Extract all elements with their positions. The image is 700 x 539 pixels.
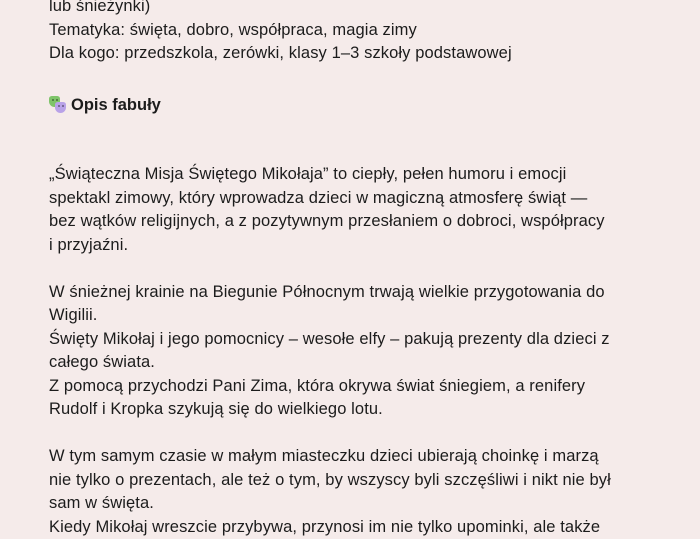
paragraph-line: Święty Mikołaj i jego pomocnicy – wesołe elfy – pakują prezenty dla dzieci z [49, 328, 669, 352]
paragraph-line: Z pomocą przychodzi Pani Zima, która okrywa świat śniegiem, a renifery [49, 375, 669, 399]
paragraph-line: bez wątków religijnych, a z pozytywnym przesłaniem o dobroci, współpracy [49, 210, 669, 234]
section-heading-plot [49, 93, 669, 117]
info-line-theme: Tematyka: święta, dobro, współpraca, magia zimy [49, 19, 669, 43]
paragraph-line: „Świąteczna Misja Świętego Mikołaja” to ciepły, pełen humoru i emocji [49, 163, 669, 187]
info-line-target-audience: Dla kogo: przedszkola, zerówki, klasy 1–3 szkoły podstawowej [49, 42, 669, 66]
paragraph-line: sam w święta. [49, 492, 669, 516]
paragraph-line: całego świata. [49, 351, 669, 375]
spacer [49, 66, 669, 90]
spacer [49, 422, 669, 446]
section-heading-title: Opis fabuły [71, 96, 161, 115]
info-line-audience-note: lub śnieżynki) [49, 0, 669, 19]
paragraph-line: Kiedy Mikołaj wreszcie przybywa, przynosi im nie tylko upominki, ale także [49, 516, 669, 539]
paragraph-north-pole [49, 281, 669, 422]
document-body [49, 0, 669, 539]
info-block [49, 0, 669, 66]
paragraph-line: Rudolf i Kropka szykują się do wielkiego lotu. [49, 398, 669, 422]
paragraph-town [49, 445, 669, 539]
tragedy-mask-icon [55, 102, 66, 113]
paragraph-line: spektakl zimowy, który wprowadza dzieci w magiczną atmosferę świąt — [49, 187, 669, 211]
paragraph-line: Wigilii. [49, 304, 669, 328]
paragraph-line: i przyjaźni. [49, 234, 669, 258]
spacer [49, 257, 669, 281]
spacer [49, 117, 669, 163]
paragraph-intro [49, 163, 669, 257]
paragraph-line: nie tylko o prezentach, ale też o tym, by wszyscy byli szczęśliwi i nikt nie był [49, 469, 669, 493]
paragraph-line: W śnieżnej krainie na Biegunie Północnym trwają wielkie przygotowania do [49, 281, 669, 305]
paragraph-line: W tym samym czasie w małym miasteczku dzieci ubierają choinkę i marzą [49, 445, 669, 469]
performing-arts-masks-icon [49, 96, 67, 114]
